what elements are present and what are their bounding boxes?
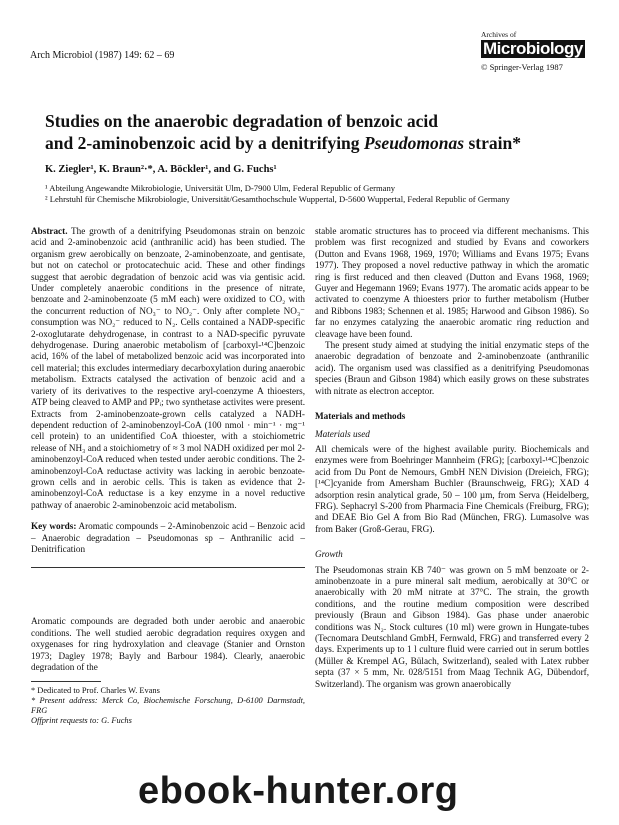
author-list: K. Ziegler¹, K. Braun²·*, A. Böckler¹, and G. Fuchs¹ (45, 164, 277, 175)
keywords-text: Aromatic compounds – 2-Aminobenzoic acid – Benzoic acid – Anaerobic degradation – Pseudomonas sp – Anthranilic acid – Denitrification (31, 521, 305, 554)
footnote-1: * Dedicated to Prof. Charles W. Evans (31, 686, 160, 696)
title-part: and 2-aminobenzoic acid by a denitrifying (45, 133, 364, 153)
materials-heading: Materials used (315, 428, 370, 439)
abstract-label: Abstract. (31, 226, 68, 236)
journal-logo (481, 30, 589, 72)
methods-heading: Materials and methods (315, 411, 406, 422)
journal-logo-small: Archives of (481, 30, 517, 39)
abstract (31, 226, 305, 511)
study-aim-paragraph: The present study aimed at studying the initial enzymatic steps of the anaerobic degradation of benzoate and 2-aminobenzoate (anthranilic acid). The organism used was classified as a denitrifying Pseudomonas species (Braun and Gibson 1984) which easily grows on these substrates with nitrate as electron acceptor. (315, 340, 589, 396)
abstract-text: The growth of a denitrifying Pseudomonas strain on benzoic acid and 2-aminobenzoic acid (anthranilic acid) has been studied. The organism grew aerobically on benzoate, 2-aminobenzoate, and gentisate, but not on catechol or protocatechuic acid. These and other findings suggest that aerobic degradation of benzoic acid was via gentisic acid. Under completely anaerobic conditions in the presence of nitrate, benzoate and 2-aminobenzoate (5 mM each) were oxidized to CO₂ with the concurrent reduction of NO₃⁻ to NO₂⁻. Only after complete NO₃⁻ consumption was NO₂⁻ reduced to N₂. Cells contained a NADP-specific 2-oxoglutarate dehydrogenase, in contrast to a NAD-specific pyruvate dehydrogenase. During anaerobic metabolism of [carboxyl-¹⁴C]benzoic acid, 16% of the label of metabolized benzoic acid was incorporated into cell material; this excludes intermediary decarboxylation during anaerobic metabolism. Extracts catalysed the activation of benzoic acid and a variety of its derivatives to the respective aryl-coenzyme A thioesters, ATP being cleaved to AMP and PPᵢ; two synthetase activites were present. Extracts from 2-aminobenzoate-grown cells catalyzed a NADH-dependent reduction of 2-aminobenzoyl-CoA (100 nmol · min⁻¹ · mg⁻¹ cell protein) to an unidentified CoA thioester, with a stoichiometric release of NH₃ and a stoichiometry of ≈ 3 mol NADH oxidized per mol 2-aminobenzoyl-CoA reduced when tested under aerobic conditions. The 2-aminobenzoyl-CoA reductase activity was lacking in aerobic benzoate-grown cells and in aerobic cells. This is taken as evidence that 2-aminobenzoyl-CoA reductase is a key enzyme in a novel reductive pathway of anaerobic 2-aminobenzoic acid metabolism. (31, 226, 305, 510)
journal-logo-name: Microbiology (483, 39, 583, 58)
title-italic-part: Pseudomonas (363, 133, 465, 153)
footnote-divider (31, 681, 101, 682)
affiliation-1: ¹ Abteilung Angewandte Mikrobiologie, Universität Ulm, D-7900 Ulm, Federal Republic of Germany (45, 183, 396, 193)
growth-paragraph: The Pseudomonas strain KB 740⁻ was grown on 5 mM benzoate or 2-aminobenzoate in a pure mineral salt medium, aerobically at 30°C or anaerobically with 20 mM nitrate at 37°C. The strain, the growth conditions, and the routine medium composition were described previously (Braun and Gibson 1984). Gas phase under anaerobic conditions was N₂. Stock cultures (10 ml) were grown in Hungate-tubes (Tecnomara Deutschland GmbH, Fernwald, FRG) and transferred every 2 days. Experiments up to 1 l culture fluid were carried out in serum bottles (Müller & Krempel AG, Bülach, Switzerland), sealed with Latex rubber septa (37 × 5 mm, Nr. 028/5151 from Maag Technik AG, Dübendorf, Switzerland). The organism was grown anaerobically (315, 564, 589, 689)
title-part: strain* (464, 133, 521, 153)
keywords (31, 521, 305, 555)
growth-heading: Growth (315, 549, 343, 560)
right-column (315, 226, 589, 690)
copyright: © Springer-Verlag 1987 (481, 62, 563, 72)
title-line-2 (45, 132, 585, 154)
intro-paragraph: Aromatic compounds are degraded both under aerobic and anaerobic conditions. The well studied aerobic degradation requires oxygen and oxygenases for ring hydroxylation and cleavage (Stanier and Ornston 1973; Dagley 1978; Bayly and Barbour 1984). Clearly, anaerobic degradation of the (31, 616, 305, 672)
left-column (31, 226, 305, 726)
abstract-divider (31, 567, 305, 568)
article-title (45, 110, 585, 154)
footnote-2: * Present address: Merck Co, Biochemische Forschung, D-6100 Darmstadt, FRG (31, 696, 305, 716)
title-line-1: Studies on the anaerobic degradation of benzoic acid (45, 111, 438, 131)
watermark: ebook-hunter.org (138, 770, 459, 812)
intro-continued: stable aromatic structures has to proceed via different mechanisms. This problem was first recognized and studied by Evans and coworkers (Dutton and Evans 1968, 1969, 1970; Williams and Evans 1975; Evans 1977). They proposed a novel reductive pathway in which the aromatic ring is first reduced and then cleaved (Dutton and Evans 1968, 1969; Guyer and Hegemann 1969; Evans 1977). The aromatic acids appear to be activated to coenzyme A thioesters prior to further metabolism (Hutber and Ribbons 1983; Schennen et al. 1985; Harwood and Gibson 1986). So far no enzymes catalyzing the anaerobic aromatic ring reduction and cleavage have been found. (315, 226, 589, 339)
materials-paragraph: All chemicals were of the highest available purity. Biochemicals and enzymes were from Boehringer Mannheim (FRG); [carboxyl-¹⁴C]benzoic acid from Du Pont de Nemours, GmbH NEN Division (Dreieich, FRG); [¹⁴C]cyanide from Amersham Buchler (Braunschweig, FRG); XAD 4 adsorption resin analytical grade, 50 – 100 µm, from Serva (Heidelberg, FRG). Sephacryl S-200 from Pharmacia Fine Chemicals (Freiburg, FRG); and DEAE Bio Gel A from Bio Rad (München, FRG). Lumasolve was from Baker (Groß-Gerau, FRG). (315, 443, 589, 534)
affiliation-2: ² Lehrstuhl für Chemische Mikrobiologie, Universität/Gesamthochschule Wuppertal, D-5600 Wuppertal, Federal Republic of Germany (45, 194, 510, 204)
footnote-3: Offprint requests to: G. Fuchs (31, 716, 132, 726)
journal-citation: Arch Microbiol (1987) 149: 62 – 69 (30, 50, 175, 61)
keywords-label: Key words: (31, 521, 77, 532)
